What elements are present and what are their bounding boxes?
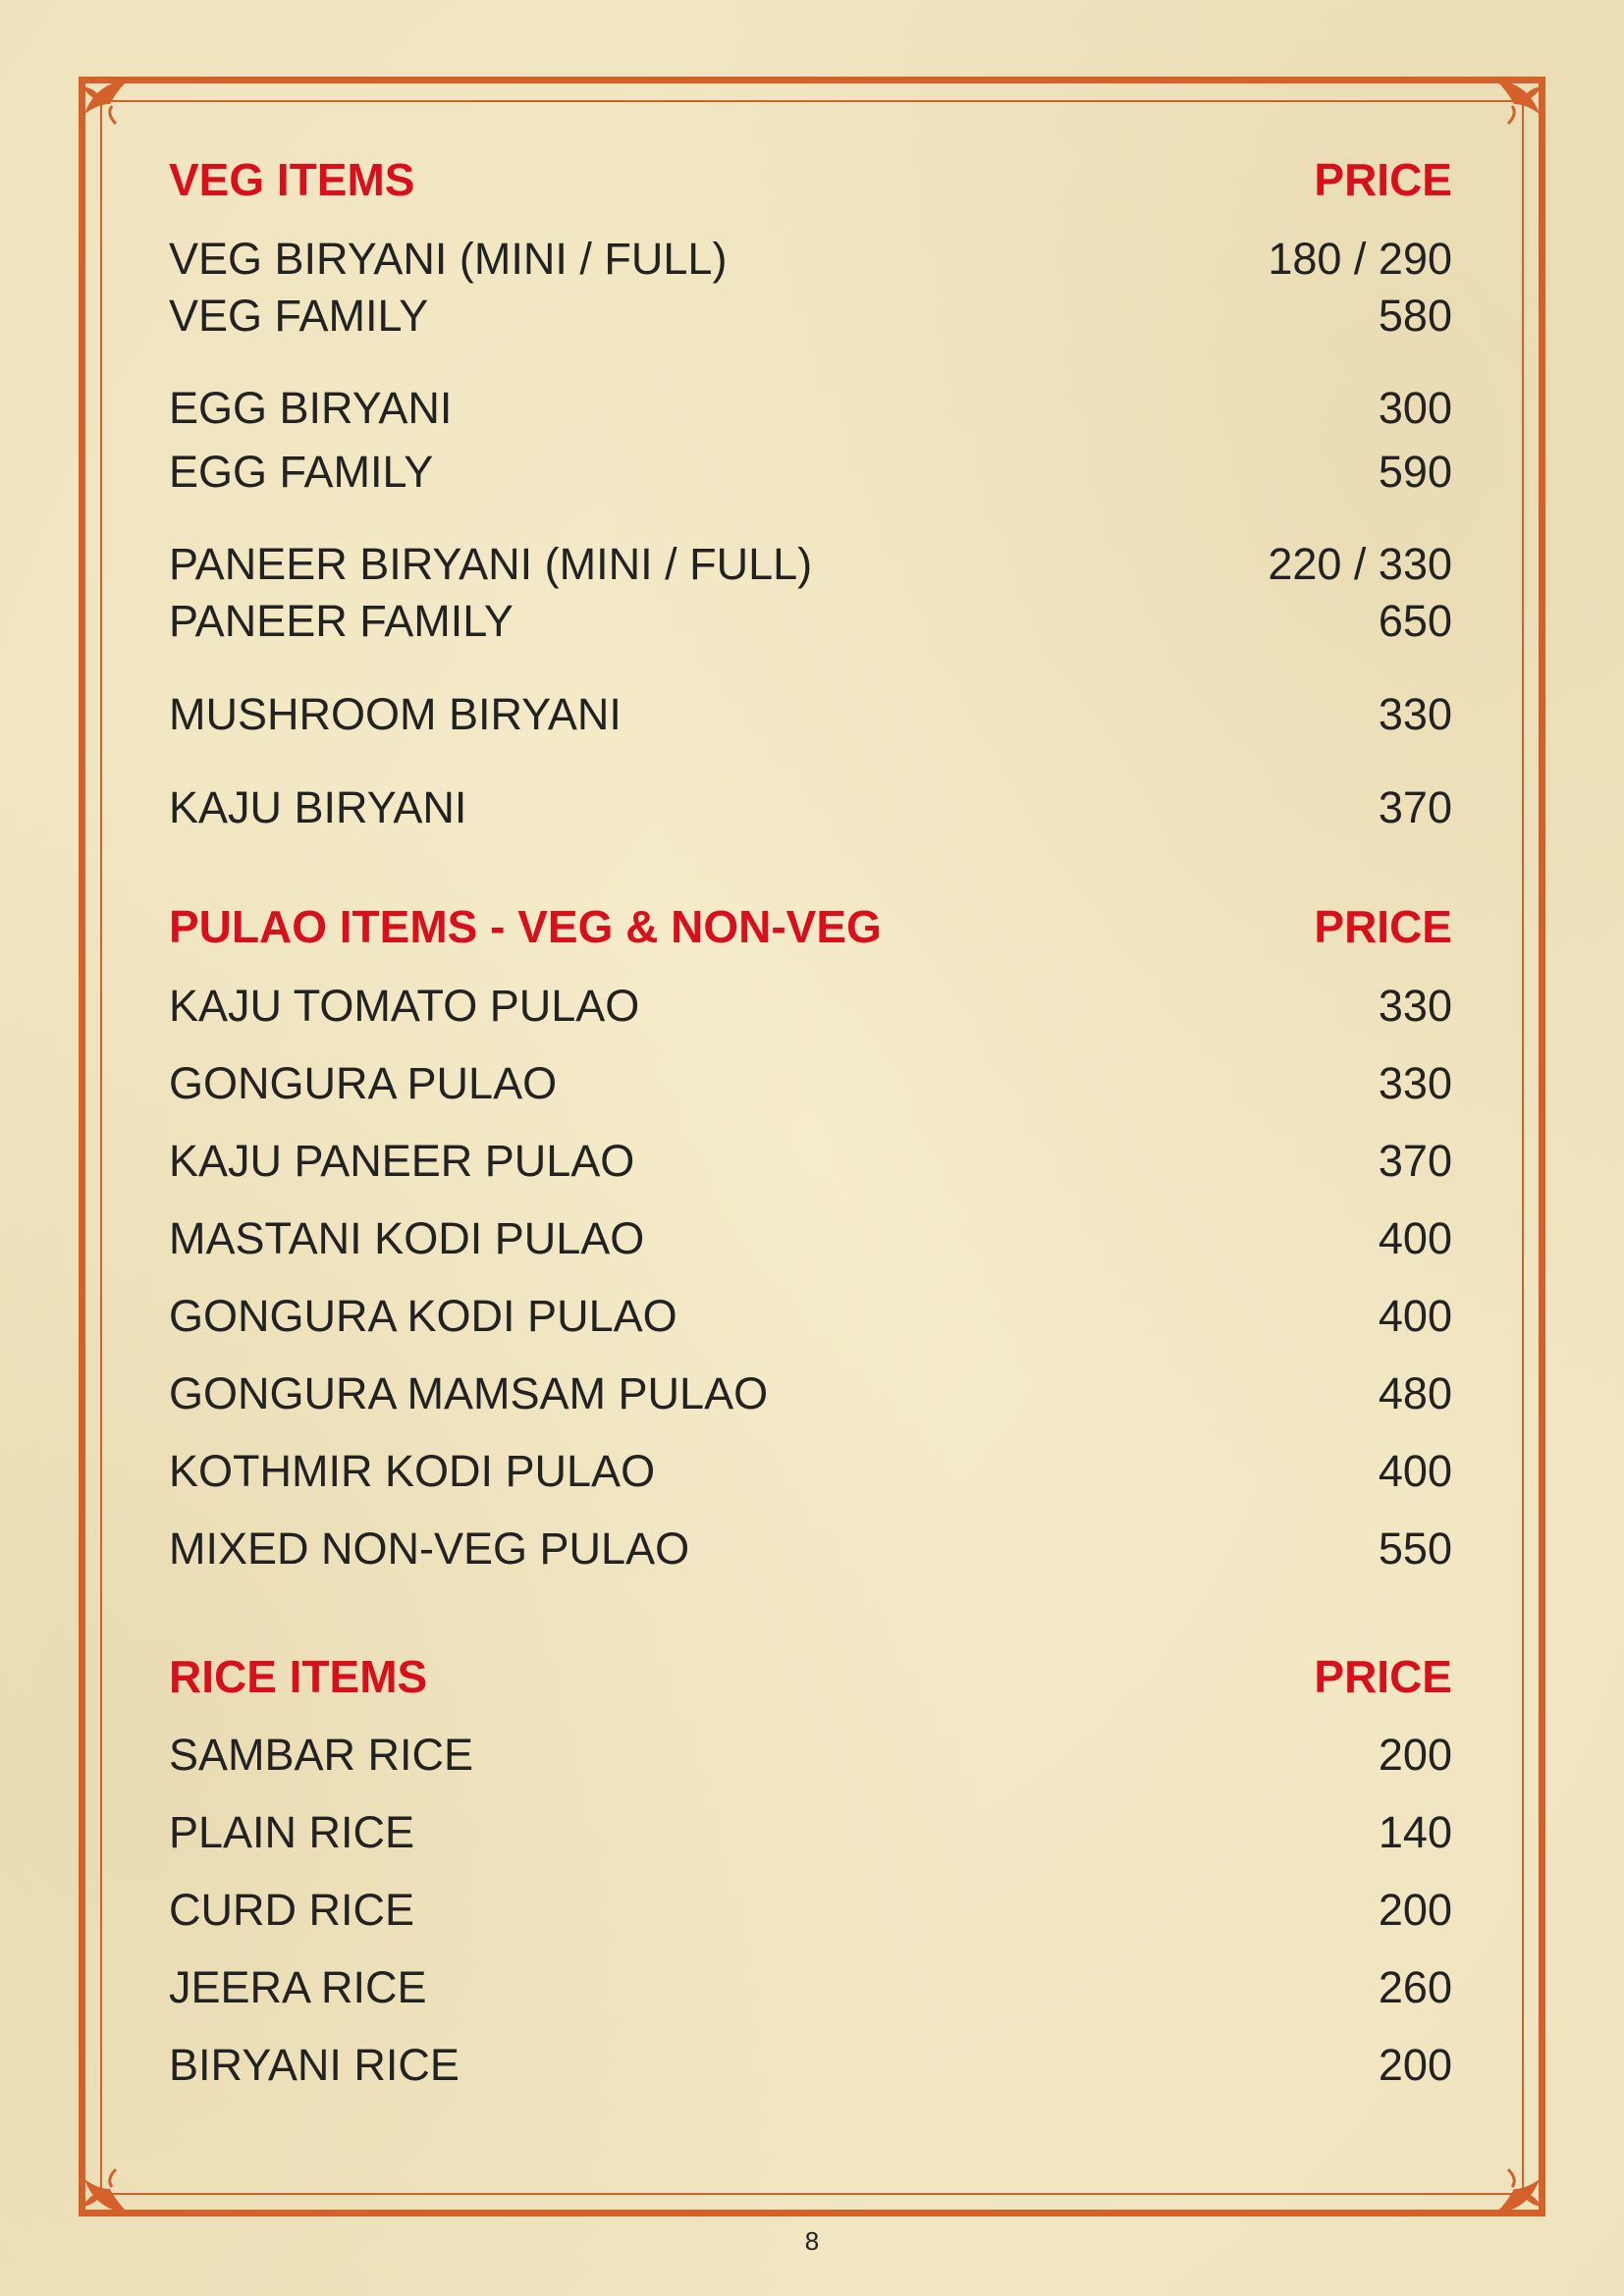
- menu-item: [169, 596, 1452, 646]
- item-name: KAJU PANEER PULAO: [169, 1136, 635, 1186]
- item-price: 400: [1378, 1291, 1452, 1341]
- item-price: 330: [1378, 1058, 1452, 1108]
- item-price: 200: [1378, 1730, 1452, 1780]
- menu-item: [169, 1523, 1452, 1574]
- item-name: PANEER BIRYANI (MINI / FULL): [169, 539, 813, 589]
- menu-item: [169, 782, 1452, 832]
- corner-leaf-icon: [77, 2150, 145, 2218]
- menu-item: [169, 1962, 1452, 2012]
- item-price: 550: [1378, 1523, 1452, 1574]
- item-price: 590: [1378, 447, 1452, 497]
- menu-item: [169, 1136, 1452, 1186]
- item-name: MUSHROOM BIRYANI: [169, 689, 622, 739]
- item-price: 580: [1378, 291, 1452, 341]
- section-title: PULAO ITEMS - VEG & NON-VEG: [169, 901, 882, 952]
- item-name: MIXED NON-VEG PULAO: [169, 1523, 690, 1574]
- item-name: PANEER FAMILY: [169, 596, 514, 646]
- item-name: KAJU BIRYANI: [169, 782, 467, 832]
- item-name: PLAIN RICE: [169, 1807, 415, 1857]
- price-label: PRICE: [1314, 154, 1452, 205]
- menu-item: [169, 1807, 1452, 1857]
- menu-item: [169, 291, 1452, 341]
- item-price: 400: [1378, 1213, 1452, 1263]
- section-heading-rice: [169, 1651, 1452, 1702]
- section-title: VEG ITEMS: [169, 154, 415, 205]
- item-price: 140: [1378, 1807, 1452, 1857]
- section-heading-pulao: [169, 901, 1452, 952]
- menu-item: [169, 1291, 1452, 1341]
- menu-item: [169, 2040, 1452, 2090]
- menu-item: [169, 1885, 1452, 1935]
- item-name: EGG FAMILY: [169, 447, 434, 497]
- item-name: KOTHMIR KODI PULAO: [169, 1446, 656, 1496]
- item-name: CURD RICE: [169, 1885, 415, 1935]
- menu-item: [169, 1368, 1452, 1418]
- item-name: BIRYANI RICE: [169, 2040, 460, 2090]
- item-name: GONGURA PULAO: [169, 1058, 558, 1108]
- item-price: 220 / 330: [1268, 539, 1452, 589]
- item-name: GONGURA MAMSAM PULAO: [169, 1368, 769, 1418]
- corner-leaf-icon: [1479, 75, 1547, 143]
- price-label: PRICE: [1314, 1651, 1452, 1702]
- item-name: JEERA RICE: [169, 1962, 427, 2012]
- item-name: MASTANI KODI PULAO: [169, 1213, 645, 1263]
- menu-item: [169, 981, 1452, 1031]
- item-name: SAMBAR RICE: [169, 1730, 474, 1780]
- item-name: VEG BIRYANI (MINI / FULL): [169, 234, 728, 284]
- menu-item: [169, 689, 1452, 739]
- item-price: 650: [1378, 596, 1452, 646]
- corner-leaf-icon: [77, 75, 145, 143]
- item-price: 330: [1378, 689, 1452, 739]
- menu-item: [169, 1730, 1452, 1780]
- item-price: 260: [1378, 1962, 1452, 2012]
- item-price: 330: [1378, 981, 1452, 1031]
- menu-item: [169, 383, 1452, 433]
- item-price: 200: [1378, 1885, 1452, 1935]
- item-price: 300: [1378, 383, 1452, 433]
- section-heading-veg: [169, 154, 1452, 205]
- menu-item: [169, 447, 1452, 497]
- item-name: VEG FAMILY: [169, 291, 429, 341]
- item-name: EGG BIRYANI: [169, 383, 453, 433]
- item-price: 480: [1378, 1368, 1452, 1418]
- item-name: GONGURA KODI PULAO: [169, 1291, 677, 1341]
- item-name: KAJU TOMATO PULAO: [169, 981, 640, 1031]
- item-price: 200: [1378, 2040, 1452, 2090]
- menu-item: [169, 1213, 1452, 1263]
- item-price: 180 / 290: [1268, 234, 1452, 284]
- price-label: PRICE: [1314, 901, 1452, 952]
- section-title: RICE ITEMS: [169, 1651, 428, 1702]
- item-price: 370: [1378, 1136, 1452, 1186]
- menu-item: [169, 234, 1452, 284]
- item-price: 370: [1378, 782, 1452, 832]
- item-price: 400: [1378, 1446, 1452, 1496]
- corner-leaf-icon: [1479, 2150, 1547, 2218]
- menu-item: [169, 1446, 1452, 1496]
- page-number: 8: [804, 2226, 820, 2256]
- menu-item: [169, 539, 1452, 589]
- menu-item: [169, 1058, 1452, 1108]
